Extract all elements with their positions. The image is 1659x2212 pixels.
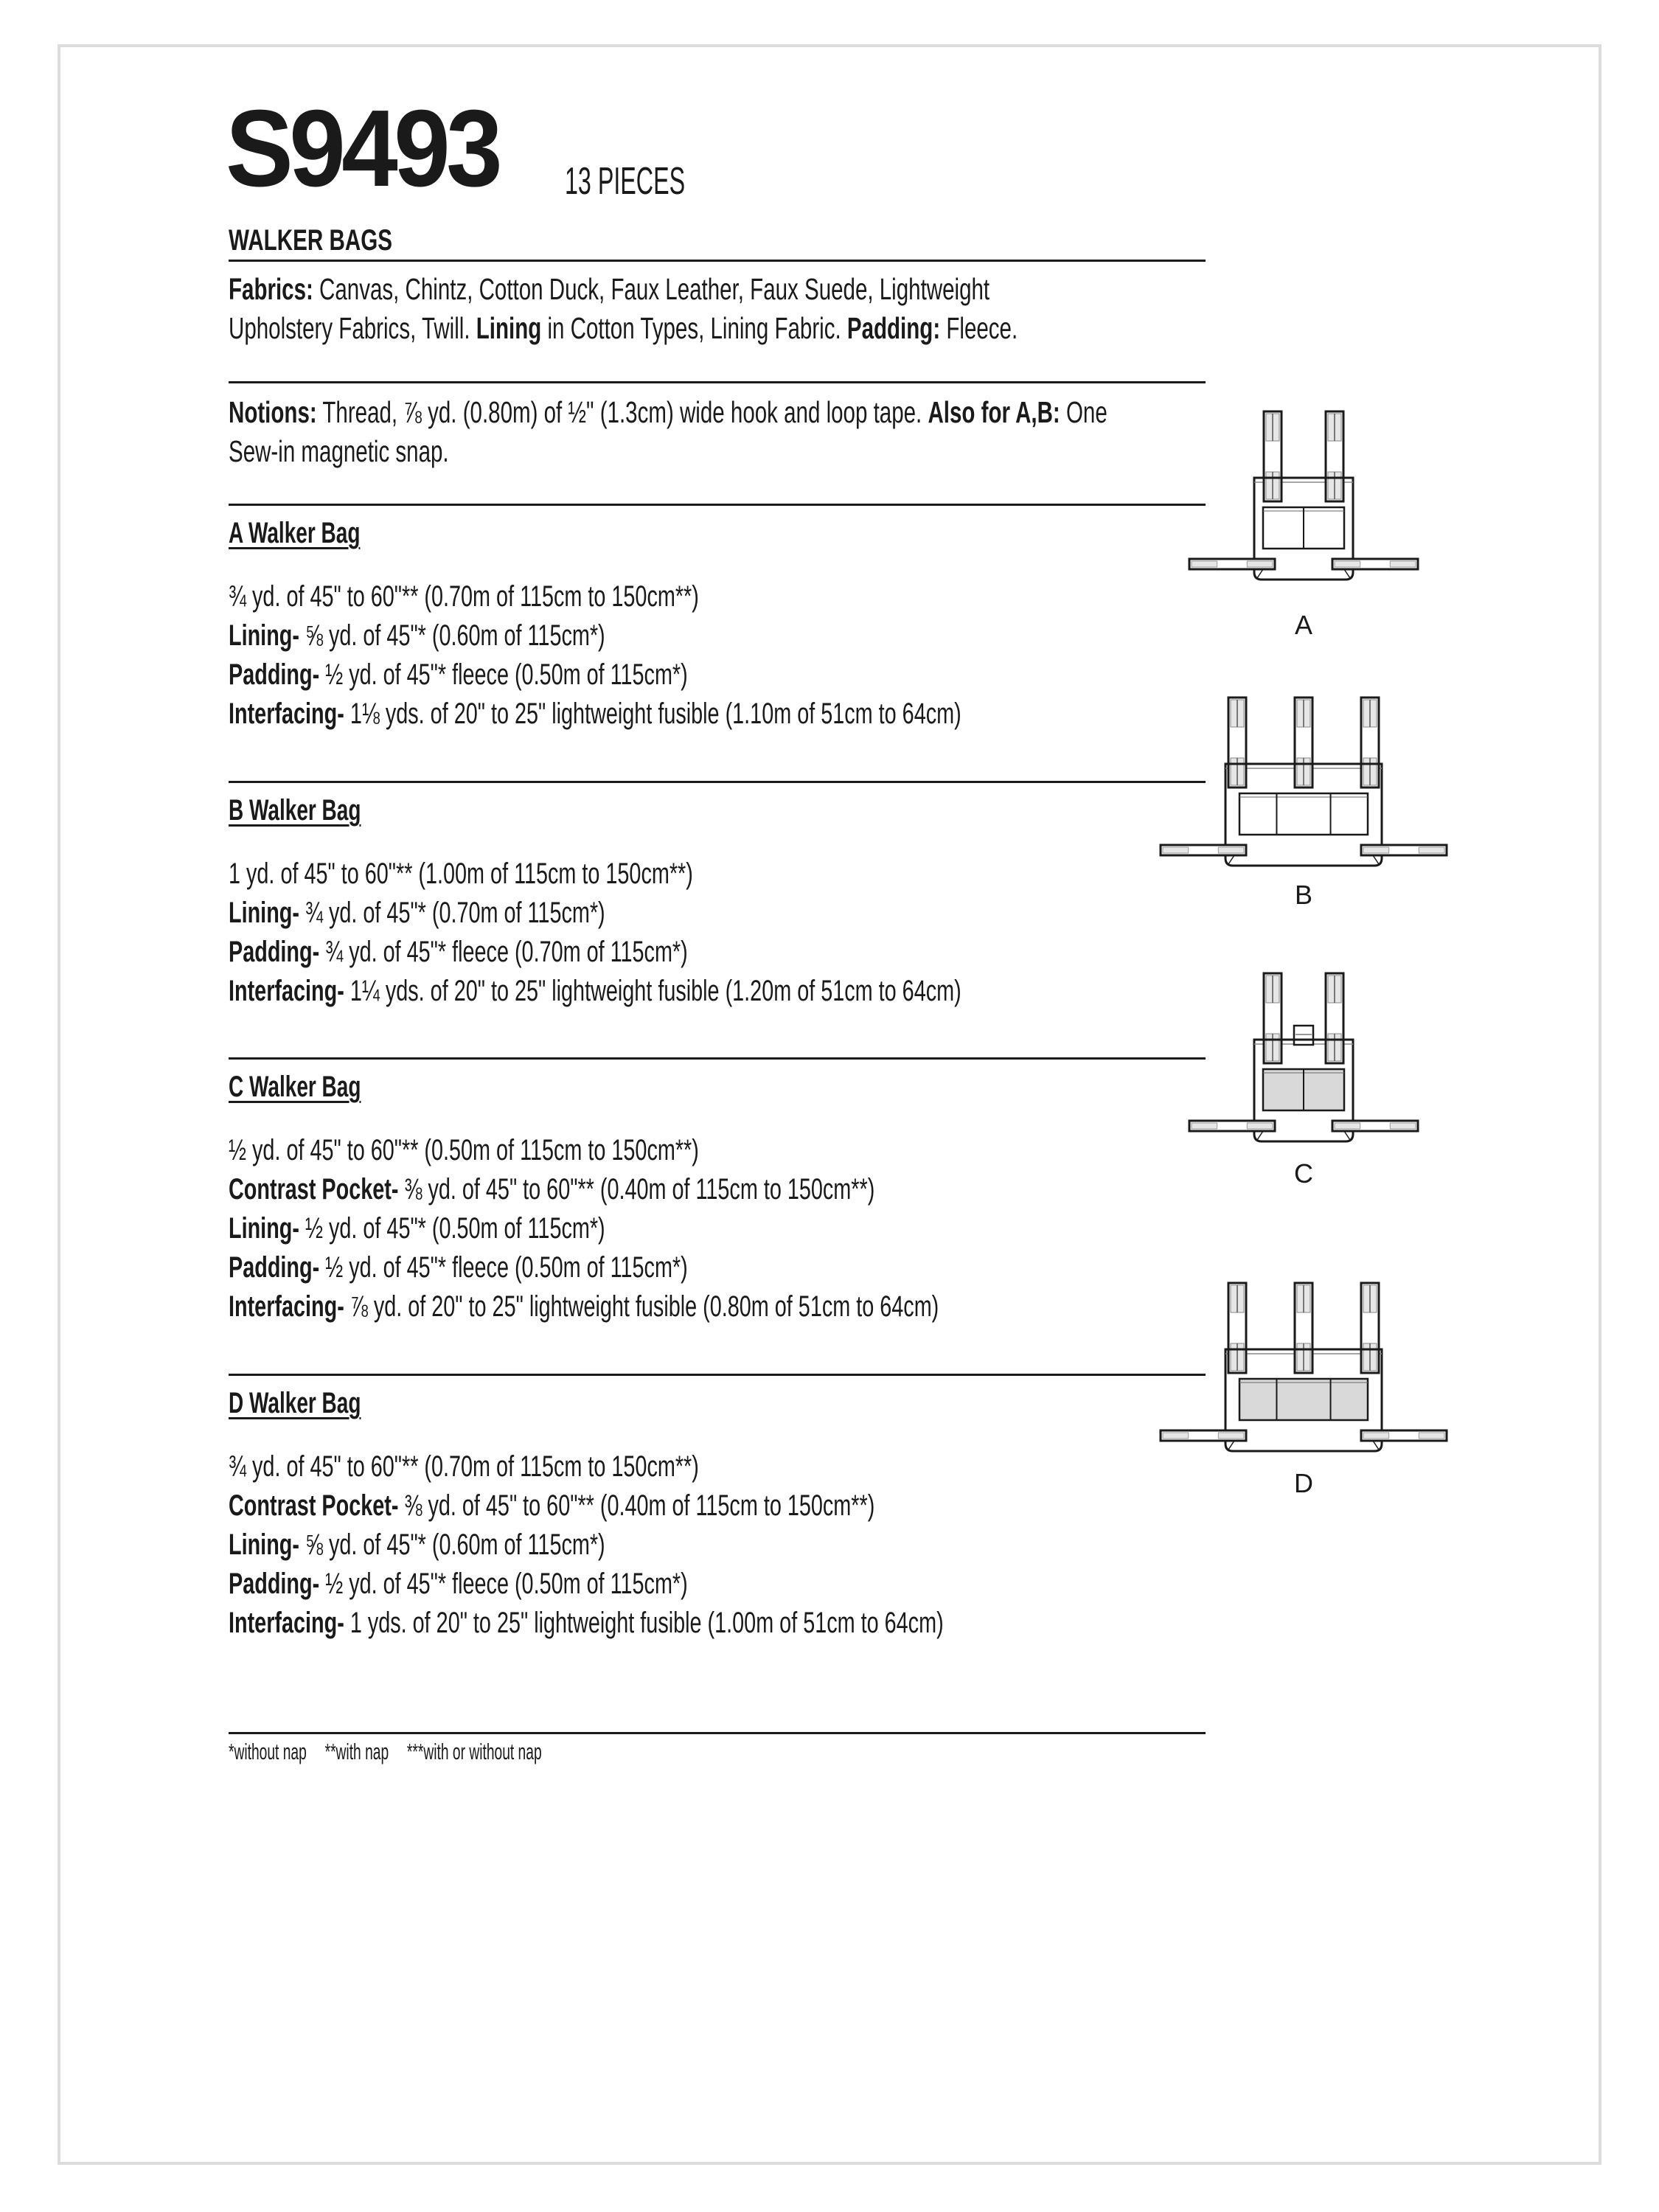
- yardage-label: Lining-: [229, 897, 299, 929]
- yardage-label: Interfacing-: [229, 975, 344, 1007]
- side-strap-right: [1361, 845, 1447, 855]
- front-pocket: [1263, 1069, 1344, 1110]
- footnote-with-nap: **with nap: [324, 1739, 389, 1764]
- divider-rule: [229, 260, 1206, 262]
- yardage-list: [229, 1447, 944, 1643]
- fabrics-line-1: [229, 270, 1018, 309]
- yardage-value: ¾ yd. of 45"* (0.70m of 115cm*): [299, 897, 605, 929]
- yardage-line: [229, 1486, 944, 1526]
- yardage-label: Padding-: [229, 936, 320, 968]
- view-label: A: [1294, 610, 1312, 640]
- footnote-with-or-without-nap: ***with or without nap: [406, 1739, 542, 1764]
- yardage-value: 1 yds. of 20" to 25" lightweight fusible (1.00m of 51cm to 64cm): [344, 1607, 944, 1639]
- yardage-line: [229, 972, 961, 1011]
- yardage-line: [229, 577, 961, 616]
- front-pocket: [1263, 507, 1344, 549]
- view-heading: A Walker Bag: [229, 517, 361, 549]
- yardage-line: [229, 1565, 944, 1604]
- view-label: D: [1294, 1468, 1313, 1498]
- bag-illustration-d: [1149, 1281, 1458, 1466]
- yardage-line: [229, 933, 961, 972]
- yardage-line: [229, 616, 961, 655]
- section-rule: [229, 504, 1206, 506]
- view-heading: B Walker Bag: [229, 794, 361, 827]
- side-strap-left: [1161, 845, 1246, 855]
- section-rule: [229, 1057, 1206, 1060]
- front-pocket: [1239, 1379, 1368, 1420]
- yardage-label: Contrast Pocket-: [229, 1173, 399, 1206]
- footnotes: [229, 1740, 560, 1763]
- yardage-line: [229, 695, 961, 734]
- yardage-list: [229, 855, 961, 1011]
- yardage-line: [229, 855, 961, 894]
- yardage-value: ¾ yd. of 45" to 60"** (0.70m of 115cm to 150cm**): [229, 580, 699, 613]
- yardage-line: [229, 1170, 939, 1209]
- bag-illustration-b: [1149, 696, 1458, 880]
- notions-text-3: Sew-in magnetic snap.: [229, 434, 449, 468]
- fabrics-line-2: [229, 309, 1018, 348]
- handle-strap: [1264, 973, 1281, 1063]
- handle-strap: [1326, 973, 1343, 1063]
- yardage-value: 1 yd. of 45" to 60"** (1.00m of 115cm to 150cm**): [229, 858, 693, 890]
- pattern-title: WALKER BAGS: [229, 224, 392, 257]
- handle-strap: [1228, 698, 1246, 787]
- handle-strap: [1228, 1283, 1246, 1373]
- yardage-list: [229, 1131, 939, 1326]
- yardage-label: Lining-: [229, 1212, 299, 1245]
- side-strap-right: [1332, 559, 1418, 569]
- yardage-value: 1¼ yds. of 20" to 25" lightweight fusible (1.20m of 51cm to 64cm): [344, 975, 961, 1007]
- view-heading: D Walker Bag: [229, 1387, 361, 1419]
- side-strap-right: [1332, 1121, 1418, 1131]
- bag-illustration-c: [1149, 972, 1458, 1156]
- section-rule: [229, 1374, 1206, 1376]
- lining-text: in Cotton Types, Lining Fabric.: [541, 311, 847, 345]
- padding-label: Padding:: [846, 311, 941, 345]
- notions-text: Thread, ⅞ yd. (0.80m) of ½" (1.3cm) wide hook and loop tape.: [316, 395, 928, 429]
- yardage-label: Interfacing-: [229, 1607, 344, 1639]
- yardage-value: ⅜ yd. of 45" to 60"** (0.40m of 115cm to 150cm**): [398, 1489, 875, 1522]
- yardage-line: [229, 1209, 939, 1248]
- side-strap-left: [1189, 559, 1275, 569]
- yardage-line: [229, 1604, 944, 1643]
- view-label: B: [1294, 880, 1312, 910]
- yardage-value: 1⅛ yds. of 20" to 25" lightweight fusible (1.10m of 51cm to 64cm): [344, 698, 961, 730]
- yardage-list: [229, 577, 961, 734]
- footnote-rule: [229, 1732, 1206, 1734]
- yardage-label: Interfacing-: [229, 698, 344, 730]
- handle-strap: [1264, 411, 1281, 501]
- fabrics-paragraph: [229, 270, 1018, 348]
- handle-strap: [1326, 411, 1343, 501]
- yardage-label: Padding-: [229, 1568, 320, 1600]
- piece-count: 13 PIECES: [565, 160, 686, 203]
- yardage-line: [229, 1447, 944, 1486]
- snap-tab: [1294, 1026, 1313, 1045]
- yardage-value: ⅞ yd. of 20" to 25" lightweight fusible (0.80m of 51cm to 64cm): [344, 1290, 939, 1323]
- yardage-value: ¾ yd. of 45"* fleece (0.70m of 115cm*): [319, 936, 688, 968]
- divider-rule: [229, 381, 1206, 383]
- yardage-value: ½ yd. of 45"* (0.50m of 115cm*): [299, 1212, 605, 1245]
- yardage-label: Contrast Pocket-: [229, 1489, 399, 1522]
- also-for-label: Also for A,B:: [928, 395, 1060, 429]
- yardage-value: ¾ yd. of 45" to 60"** (0.70m of 115cm to 150cm**): [229, 1450, 699, 1483]
- yardage-label: Interfacing-: [229, 1290, 344, 1323]
- notions-line-1: [229, 393, 1107, 432]
- yardage-label: Lining-: [229, 1528, 299, 1561]
- view-heading: C Walker Bag: [229, 1071, 361, 1103]
- yardage-label: Lining-: [229, 619, 299, 652]
- notions-text-2: One: [1060, 395, 1107, 429]
- yardage-value: ½ yd. of 45"* fleece (0.50m of 115cm*): [319, 658, 688, 691]
- handle-strap: [1295, 698, 1312, 787]
- fabrics-list-2: Upholstery Fabrics, Twill.: [229, 311, 476, 345]
- yardage-value: ⅜ yd. of 45" to 60"** (0.40m of 115cm to 150cm**): [398, 1173, 875, 1206]
- fabrics-list-1: Canvas, Chintz, Cotton Duck, Faux Leather, Faux Suede, Lightweight: [313, 272, 990, 306]
- handle-strap: [1295, 1283, 1312, 1373]
- yardage-line: [229, 1131, 939, 1170]
- yardage-label: Padding-: [229, 1251, 320, 1284]
- notions-paragraph: [229, 393, 1107, 471]
- padding-text: Fleece.: [940, 311, 1018, 345]
- section-rule: [229, 781, 1206, 783]
- yardage-line: [229, 655, 961, 695]
- side-strap-right: [1361, 1430, 1447, 1441]
- yardage-value: ½ yd. of 45"* fleece (0.50m of 115cm*): [319, 1251, 688, 1284]
- yardage-line: [229, 1287, 939, 1326]
- view-label: C: [1294, 1158, 1313, 1189]
- notions-label: Notions:: [229, 395, 317, 429]
- handle-strap: [1361, 1283, 1379, 1373]
- side-strap-left: [1161, 1430, 1246, 1441]
- bag-illustration-a: [1149, 410, 1458, 594]
- side-strap-left: [1189, 1121, 1275, 1131]
- footnote-without-nap: *without nap: [229, 1739, 307, 1764]
- yardage-value: ½ yd. of 45"* fleece (0.50m of 115cm*): [319, 1568, 688, 1600]
- handle-strap: [1361, 698, 1379, 787]
- yardage-line: [229, 1526, 944, 1565]
- yardage-line: [229, 894, 961, 933]
- yardage-value: ⅝ yd. of 45"* (0.60m of 115cm*): [299, 1528, 605, 1561]
- yardage-line: [229, 1248, 939, 1287]
- yardage-value: ½ yd. of 45" to 60"** (0.50m of 115cm to 150cm**): [229, 1134, 699, 1166]
- notions-line-2: [229, 432, 1107, 471]
- yardage-label: Padding-: [229, 658, 320, 691]
- yardage-value: ⅝ yd. of 45"* (0.60m of 115cm*): [299, 619, 605, 652]
- pattern-number: S9493: [226, 88, 499, 209]
- fabrics-label: Fabrics:: [229, 272, 313, 306]
- front-pocket: [1239, 793, 1368, 835]
- lining-label: Lining: [476, 311, 542, 345]
